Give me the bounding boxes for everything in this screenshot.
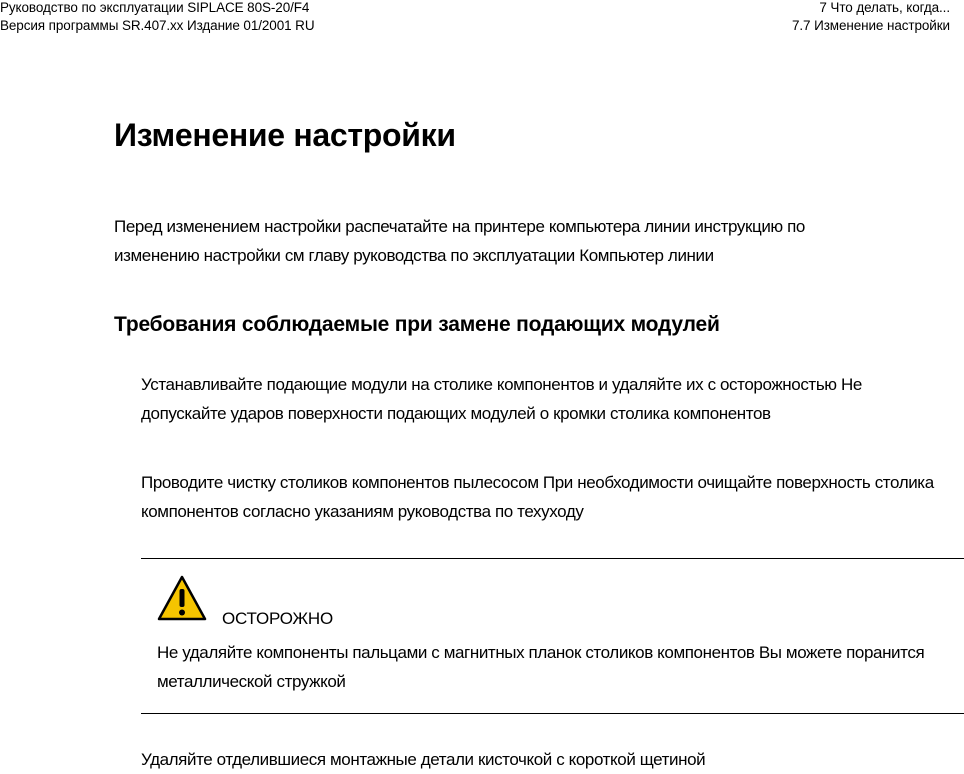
page-title: Изменение настройки (114, 117, 456, 153)
header-version: Версия программы SR.407.xx Издание 01/2001 RU (0, 18, 315, 33)
warning-icon (157, 575, 207, 621)
warning-divider-top (141, 558, 964, 559)
warning-text: Не удаляйте компоненты пальцами с магнитных планок столиков компонентов Вы можете поранится металлической стружкой (157, 643, 925, 691)
header-manual-title: Руководство по эксплуатации SIPLACE 80S-20/F4 (0, 0, 310, 15)
header-chapter: 7 Что делать, когда... (819, 0, 950, 15)
intro-line-1: Перед изменением настройки распечатайте на принтере компьютера линии инструкцию по (114, 217, 805, 236)
header-section: 7.7 Изменение настройки (791, 18, 950, 33)
requirement-item-3: Удаляйте отделившиеся монтажные детали кисточкой с короткой щетиной (141, 750, 706, 769)
requirement-item-1: Устанавливайте подающие модули на столике компонентов и удаляйте их с осторожностью Не допускайте ударов поверхности подающих модулей о кромки столика компонентов (141, 375, 862, 423)
warning-label: ОСТОРОЖНО (222, 609, 333, 628)
warning-divider-bottom (141, 713, 964, 714)
intro-paragraph (114, 212, 964, 270)
intro-line-2: изменению настройки см главу руководства по эксплуатации Компьютер линии (114, 246, 714, 265)
requirements-heading: Требования соблюдаемые при замене подающих модулей (114, 313, 720, 336)
requirement-item-2: Проводите чистку столиков компонентов пылесосом При необходимости очищайте поверхность столика компонентов согласно указаниям руководства по техуходу (141, 473, 934, 521)
